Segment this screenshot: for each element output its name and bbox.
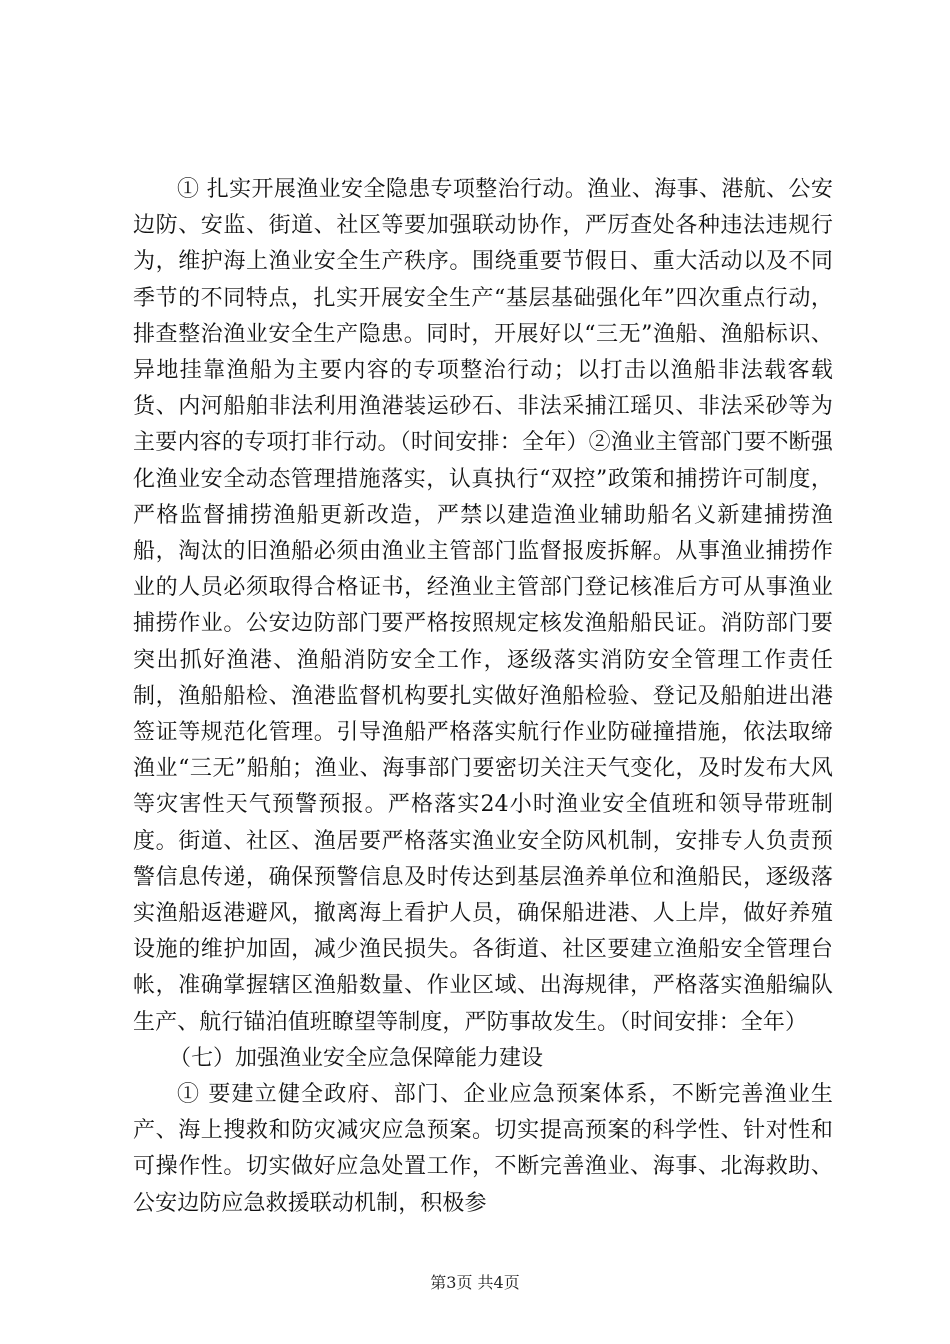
body-paragraph-1: ① 扎实开展渔业安全隐患专项整治行动。渔业、海事、港航、公安边防、安监、街道、社区等要加强联动协作，严厉查处各种违法违规行为，维护海上渔业安全生产秩序。围绕重要节假日、重大活动以及不同季节的不同特点，扎实开展安全生产“基层基础强化年”四次重点行动，排查整治渔业安全生产隐患。同时，开展好以“三无”渔船、渔船标识、异地挂靠渔船为主要内容的专项整治行动；以打击以渔船非法载客载货、内河船舶非法利用渔港装运砂石、非法采捕江瑶贝、非法采砂等为主要内容的专项打非行动。（时间安排：全年）②渔业主管部门要不断强化渔业安全动态管理措施落实，认真执行“双控”政策和捕捞许可制度，严格监督捕捞渔船更新改造，严禁以建造渔业辅助船名义新建捕捞渔船，淘汰的旧渔船必须由渔业主管部门监督报废拆解。从事渔业捕捞作业的人员必须取得合格证书，经渔业主管部门登记核准后方可从事渔业捕捞作业。公安边防部门要严格按照规定核发渔船船民证。消防部门要突出抓好渔港、渔船消防安全工作，逐级落实消防安全管理工作责任制，渔船船检、渔港监督机构要扎实做好渔船检验、登记及船舶进出港签证等规范化管理。引导渔船严格落实航行作业防碰撞措施，依法取缔渔业“三无”船舶；渔业、海事部门要密切关注天气变化，及时发布大风等灾害性天气预警预报。严格落实24小时渔业安全值班和领导带班制度。街道、社区、渔居要严格落实渔业安全防风机制，安排专人负责预警信息传递，确保预警信息及时传达到基层渔养单位和渔船民，逐级落实渔船返港避风，撤离海上看护人员，确保船进港、人上岸，做好养殖设施的维护加固，减少渔民损失。各街道、社区要建立渔船安全管理台帐，准确掌握辖区渔船数量、作业区域、出海规律，严格落实渔船编队生产、航行锚泊值班瞭望等制度，严防事故发生。（时间安排：全年）	[133, 177, 833, 1035]
body-paragraph-2: ① 要建立健全政府、部门、企业应急预案体系，不断完善渔业生产、海上搜救和防灾减灾应急预案。切实提高预案的科学性、针对性和可操作性。切实做好应急处置工作，不断完善渔业、海事、北海救助、公安边防应急救援联动机制，积极参	[133, 1082, 833, 1216]
page-footer: 第3页 共4页	[430, 1273, 520, 1292]
section-heading-7: （七）加强渔业安全应急保障能力建设	[169, 1045, 544, 1071]
document-body	[133, 172, 833, 1222]
